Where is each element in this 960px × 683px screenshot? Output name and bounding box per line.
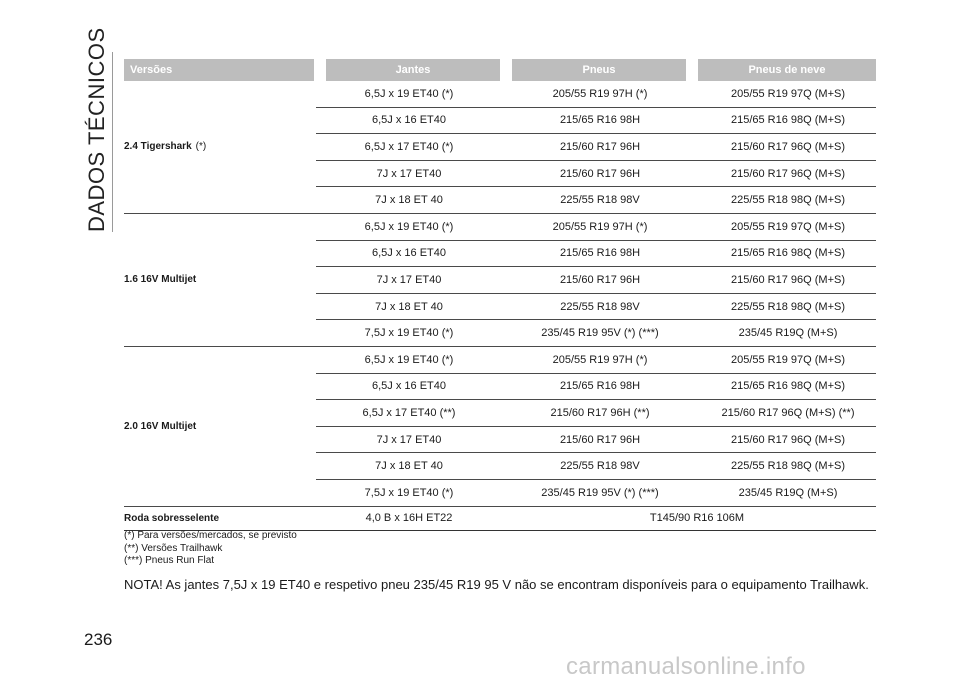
version-note: (*) [195, 141, 207, 153]
table-row [316, 400, 876, 427]
version-label [124, 214, 200, 346]
version-label [124, 81, 206, 213]
snow-tyre-cell: 215/65 R16 98Q (M+S) [730, 114, 846, 127]
snow-tyre-cell: 235/45 R19Q (M+S) [738, 327, 838, 340]
spare-tyre: T145/90 R16 106M [649, 512, 745, 524]
header-jantes: Jantes [326, 59, 500, 81]
tyre-cell: 215/60 R17 96H [559, 433, 641, 446]
snow-tyre-cell: 225/55 R18 98Q (M+S) [730, 300, 846, 313]
tyre-cell: 235/45 R19 95V (*) (***) [541, 327, 659, 340]
table-row [316, 81, 876, 108]
table-row [316, 214, 876, 241]
footnotes [124, 530, 297, 568]
rim-cell: 7J x 18 ET 40 [375, 194, 443, 207]
version-label [124, 347, 200, 506]
table-row [316, 267, 876, 294]
snow-tyre-cell: 215/60 R17 96Q (M+S) [730, 167, 846, 180]
snow-tyre-cell: 225/55 R18 98Q (M+S) [730, 194, 846, 207]
table-row [316, 241, 876, 268]
snow-tyre-cell: 205/55 R19 97Q (M+S) [730, 353, 846, 366]
snow-tyre-cell: 215/60 R17 96Q (M+S) [730, 273, 846, 286]
footnote: (**) Versões Trailhawk [124, 542, 223, 554]
version-group [124, 81, 876, 214]
rim-cell: 7J x 17 ET40 [376, 167, 442, 180]
rim-cell: 7J x 18 ET 40 [375, 460, 443, 473]
spare-rim: 4,0 B x 16H ET22 [365, 512, 453, 524]
tyre-cell: 215/65 R16 98H [559, 380, 641, 393]
section-divider [112, 52, 113, 232]
footnote: (*) Para versões/mercados, se previsto [124, 530, 297, 541]
snow-tyre-cell: 205/55 R19 97Q (M+S) [730, 87, 846, 100]
rim-cell: 6,5J x 16 ET40 [372, 380, 446, 393]
table-row [316, 347, 876, 374]
table-row [316, 134, 876, 161]
rim-cell: 6,5J x 16 ET40 [372, 247, 446, 260]
snow-tyre-cell: 215/60 R17 96Q (M+S) [730, 433, 846, 446]
rim-cell: 6,5J x 16 ET40 [372, 114, 446, 127]
page-number: 236 [84, 630, 113, 649]
snow-tyre-cell: 215/65 R16 98Q (M+S) [730, 380, 846, 393]
snow-tyre-cell: 225/55 R18 98Q (M+S) [730, 460, 846, 473]
spare-label: Roda sobresselente [124, 512, 220, 524]
watermark: carmanualsonline.info [566, 653, 806, 680]
table-row [316, 187, 876, 213]
rim-cell: 7J x 18 ET 40 [375, 300, 443, 313]
version-group [124, 214, 876, 347]
specs-table-body [124, 81, 876, 531]
rim-cell: 7,5J x 19 ET40 (*) [364, 327, 454, 340]
table-row [316, 320, 876, 346]
tyre-cell: 205/55 R19 97H (*) [552, 220, 648, 233]
rim-cell: 6,5J x 17 ET40 (**) [362, 406, 456, 419]
version-group [124, 347, 876, 507]
table-row [316, 374, 876, 401]
tyre-cell: 235/45 R19 95V (*) (***) [541, 486, 659, 499]
section-title: DADOS TÉCNICOS [84, 27, 109, 232]
version-name: 1.6 16V Multijet [124, 274, 197, 286]
rim-cell: 6,5J x 19 ET40 (*) [364, 353, 454, 366]
table-row [316, 161, 876, 188]
header-pneus: Pneus [512, 59, 686, 81]
tyre-cell: 225/55 R18 98V [560, 300, 640, 313]
nota-text: NOTA! As jantes 7,5J x 19 ET40 e respetivo pneu 235/45 R19 95 V não se encontram disponíveis para o equipamento Trailhawk. [124, 577, 869, 592]
snow-tyre-cell: 215/60 R17 96Q (M+S) [730, 140, 846, 153]
tyre-cell: 205/55 R19 97H (*) [552, 353, 648, 366]
tyre-cell: 225/55 R18 98V [560, 194, 640, 207]
table-row [316, 108, 876, 135]
tyre-cell: 215/60 R17 96H [559, 167, 641, 180]
table-row [316, 480, 876, 506]
tyre-cell: 215/60 R17 96H (**) [550, 406, 650, 419]
tyre-cell: 215/65 R16 98H [559, 247, 641, 260]
rim-cell: 6,5J x 19 ET40 (*) [364, 220, 454, 233]
tyre-cell: 215/60 R17 96H [559, 273, 641, 286]
tyre-cell: 215/65 R16 98H [559, 114, 641, 127]
rim-cell: 7J x 17 ET40 [376, 273, 442, 286]
header-pneus-neve: Pneus de neve [698, 59, 876, 81]
rim-cell: 6,5J x 17 ET40 (*) [364, 140, 454, 153]
snow-tyre-cell: 215/60 R17 96Q (M+S) (**) [721, 406, 855, 419]
table-row [316, 453, 876, 480]
table-header [124, 59, 876, 81]
tyre-cell: 215/60 R17 96H [559, 140, 641, 153]
version-name: 2.0 16V Multijet [124, 420, 197, 432]
snow-tyre-cell: 235/45 R19Q (M+S) [738, 486, 838, 499]
version-name: 2.4 Tigershark [124, 141, 192, 153]
spare-wheel-row [124, 507, 876, 531]
footnote: (***) Pneus Run Flat [124, 555, 215, 566]
rim-cell: 7J x 17 ET40 [376, 433, 442, 446]
table-row [316, 427, 876, 454]
rim-cell: 6,5J x 19 ET40 (*) [364, 87, 454, 100]
snow-tyre-cell: 215/65 R16 98Q (M+S) [730, 247, 846, 260]
rim-cell: 7,5J x 19 ET40 (*) [364, 486, 454, 499]
tyre-cell: 205/55 R19 97H (*) [552, 87, 648, 100]
header-versoes: Versões [124, 59, 314, 81]
table-row [316, 294, 876, 321]
snow-tyre-cell: 205/55 R19 97Q (M+S) [730, 220, 846, 233]
tyre-cell: 225/55 R18 98V [560, 460, 640, 473]
